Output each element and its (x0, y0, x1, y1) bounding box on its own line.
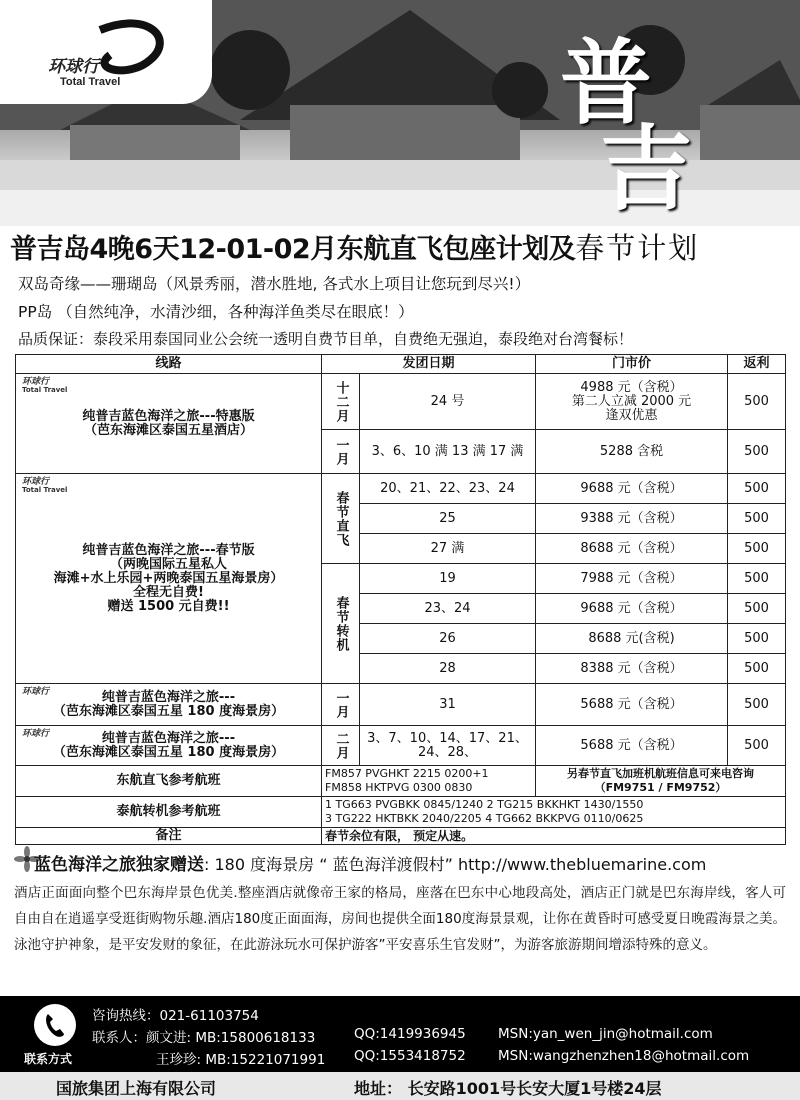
route-name: 纯普吉蓝色海洋之旅---特惠版 (82, 408, 255, 424)
date-cell: 19 (360, 564, 536, 594)
label-cell: 春节直飞 (322, 474, 360, 564)
price-line: 4988 元（含税） (580, 379, 683, 395)
month-cell: 一月 (322, 430, 360, 474)
rebate-cell: 500 (728, 534, 786, 564)
route-line: （两晚国际五星私人 (109, 556, 227, 572)
table-row (16, 374, 786, 430)
price-cell: 9688 元（含税） (536, 474, 728, 504)
header-rebate: 返利 (728, 355, 786, 374)
remark-text: 春节余位有限， 预定从速。 (322, 828, 786, 845)
rebate-cell: 500 (728, 594, 786, 624)
contact-qq: QQ:1553418752 (354, 1048, 466, 1064)
contact-phone: 联系人：颜文进: MB:15800618133 (92, 1030, 316, 1046)
brand-name-cn: 环球行 (48, 57, 99, 77)
date-cell: 31 (360, 684, 536, 726)
date-cell: 28 (360, 654, 536, 684)
flight-note-line: 另春节直飞加班机航班信息可来电咨询 (567, 767, 755, 780)
hotline: 咨询热线：021-61103754 (92, 1008, 259, 1024)
hotel-description: 酒店正面面向整个巴东海岸景色优美.整座酒店就像帝王家的格局，座落在巴东中心地段高处，酒店正门就是巴东海岸线，客人可自由自在逍遥享受逛街购物乐趣.酒店180度正面面海，房间也提供全面180度海景景观，让你在黄昏时可感受夏日晚霞海景之美。泳池守护神象，是平安发财的象征，在此游泳玩水可保护游客”平安喜乐生官发财”，为游客旅游期间增添特殊的意义。 (14, 885, 786, 953)
label-cell: 春节转机 (322, 564, 360, 684)
contact-qq: QQ:1419936945 (354, 1026, 466, 1042)
flight-row (16, 797, 786, 828)
intro-line-2: PP岛 （自然纯净，水清沙细，各种海洋鱼类尽在眼底！） (18, 303, 414, 321)
flight-note (536, 766, 786, 797)
mini-logo-icon: 环球行 (22, 687, 50, 697)
rebate-cell: 500 (728, 430, 786, 474)
month-cell: 二月 (322, 726, 360, 766)
footer (0, 996, 800, 1100)
rebate-cell: 500 (728, 374, 786, 430)
rebate-cell: 500 (728, 684, 786, 726)
flight-label: 东航直飞参考航班 (16, 766, 322, 797)
price-line: 第二人立减 2000 元 (571, 393, 692, 409)
promo-text: : 180 度海景房 “ 蓝色海洋渡假村” http://www.thebluemarine.com (204, 855, 707, 874)
mini-logo-icon: 环球行 Total Travel (22, 477, 68, 494)
price-cell: 9388 元（含税） (536, 504, 728, 534)
date-cell: 3、6、10 满 13 满 17 满 (360, 430, 536, 474)
intro-line-3: 品质保证：泰段采用泰国同业公会统一透明自费节目单，自费绝无强迫，泰段绝对台湾餐标！ (18, 330, 634, 348)
flight-label: 泰航转机参考航班 (16, 797, 322, 828)
price-line: 逢双优惠 (605, 407, 658, 423)
contact-person-2 (156, 1048, 750, 1068)
calligraphy-char: 吉 (600, 115, 689, 223)
header-route: 线路 (16, 355, 322, 374)
title-highlight: 春节计划 (575, 231, 700, 265)
date-cell: 24 号 (360, 374, 536, 430)
flight-note-line: （FM9751 / FM9752） (594, 781, 727, 794)
rebate-cell: 500 (728, 564, 786, 594)
calligraphy-char: 普 (560, 29, 649, 137)
flight-info (322, 797, 786, 828)
price-cell (536, 374, 728, 430)
table-row (16, 474, 786, 504)
price-cell: 8388 元（含税） (536, 654, 728, 684)
remark-row (16, 828, 786, 845)
intro-line-1: 双岛奇缘——珊瑚岛（风景秀丽，潜水胜地, 各式水上项目让您玩到尽兴!） (18, 275, 531, 293)
footer-bar (0, 1072, 800, 1100)
promo-line (34, 850, 794, 875)
month-cell: 一月 (322, 684, 360, 726)
price-cell: 8688 元(含税) (536, 624, 728, 654)
rebate-cell: 500 (728, 624, 786, 654)
route-line: 全程无自费! (133, 584, 204, 600)
contact-phone: 王珍珍: MB:15221071991 (156, 1052, 326, 1068)
contact-person-1 (92, 1026, 713, 1046)
hero-banner (0, 0, 800, 226)
date-cell: 3、7、10、14、17、21、24、28、 (360, 726, 536, 766)
phone-icon (34, 1004, 76, 1046)
price-cell: 5688 元（含税） (536, 684, 728, 726)
route-name: 纯普吉蓝色海洋之旅--- (101, 689, 236, 705)
date-cell: 20、21、22、23、24 (360, 474, 536, 504)
brand-logo (0, 0, 212, 104)
table-row (16, 684, 786, 726)
mini-logo-icon: 环球行 Total Travel (22, 377, 68, 394)
promo-heading: 蓝色海洋之旅独家赠送 (34, 855, 204, 875)
date-cell: 23、24 (360, 594, 536, 624)
date-cell: 27 满 (360, 534, 536, 564)
month-cell: 十二月 (322, 374, 360, 430)
flight-line: 1 TG663 PVGBKK 0845/1240 2 TG215 BKKHKT 1430/1550 (325, 798, 644, 811)
rebate-cell: 500 (728, 654, 786, 684)
header-price: 门市价 (536, 355, 728, 374)
contact-msn: MSN:wangzhenzhen18@hotmail.com (498, 1048, 750, 1064)
route-cell (16, 684, 322, 726)
route-name: 纯普吉蓝色海洋之旅---春节版 (82, 542, 255, 558)
title-main: 普吉岛4晚6天12-01-02月东航直飞包座计划及 (10, 234, 576, 265)
tour-table (15, 354, 786, 845)
page-title (10, 226, 800, 270)
price-cell: 5288 含税 (536, 430, 728, 474)
rebate-cell: 500 (728, 726, 786, 766)
route-hotel: （芭东海滩区泰国五星 180 度海景房） (52, 744, 285, 760)
route-line: 海滩+水上乐园+两晚泰国五星海景房） (53, 570, 284, 586)
route-cell (16, 374, 322, 474)
remark-label: 备注 (16, 828, 322, 845)
calligraphy-title (560, 29, 760, 223)
price-cell: 8688 元（含税） (536, 534, 728, 564)
contact-label: 联系方式 (24, 1052, 73, 1066)
price-cell: 9688 元（含税） (536, 594, 728, 624)
table-row (16, 726, 786, 766)
company-name: 国旅集团上海有限公司 (56, 1079, 217, 1098)
brand-name-en: Total Travel (60, 76, 121, 88)
company-address: 地址： 长安路1001号长安大厦1号楼24层 (354, 1079, 662, 1098)
contact-msn: MSN:yan_wen_jin@hotmail.com (498, 1026, 713, 1042)
flight-line: 3 TG222 HKTBKK 2040/2205 4 TG662 BKKPVG 0110/0625 (325, 812, 644, 825)
price-cell: 5688 元（含税） (536, 726, 728, 766)
flight-line: FM857 PVGHKT 2215 0200+1 (325, 767, 489, 780)
route-hotel: （芭东海滩区泰国五星 180 度海景房） (52, 703, 285, 719)
table-header-row (16, 355, 786, 374)
flight-row (16, 766, 786, 797)
rebate-cell: 500 (728, 504, 786, 534)
route-cell (16, 474, 322, 684)
route-name: 纯普吉蓝色海洋之旅--- (101, 730, 236, 746)
date-cell: 25 (360, 504, 536, 534)
route-cell (16, 726, 322, 766)
rebate-cell: 500 (728, 474, 786, 504)
mini-logo-icon: 环球行 (22, 729, 50, 739)
date-cell: 26 (360, 624, 536, 654)
swirl-logo-icon (0, 0, 212, 104)
price-cell: 7988 元（含税） (536, 564, 728, 594)
route-hotel: （芭东海滩区泰国五星酒店） (83, 422, 253, 438)
route-line: 赠送 1500 元自费!! (107, 598, 230, 614)
flight-info (322, 766, 536, 797)
header-date: 发团日期 (322, 355, 536, 374)
flight-line: FM858 HKTPVG 0300 0830 (325, 781, 473, 794)
